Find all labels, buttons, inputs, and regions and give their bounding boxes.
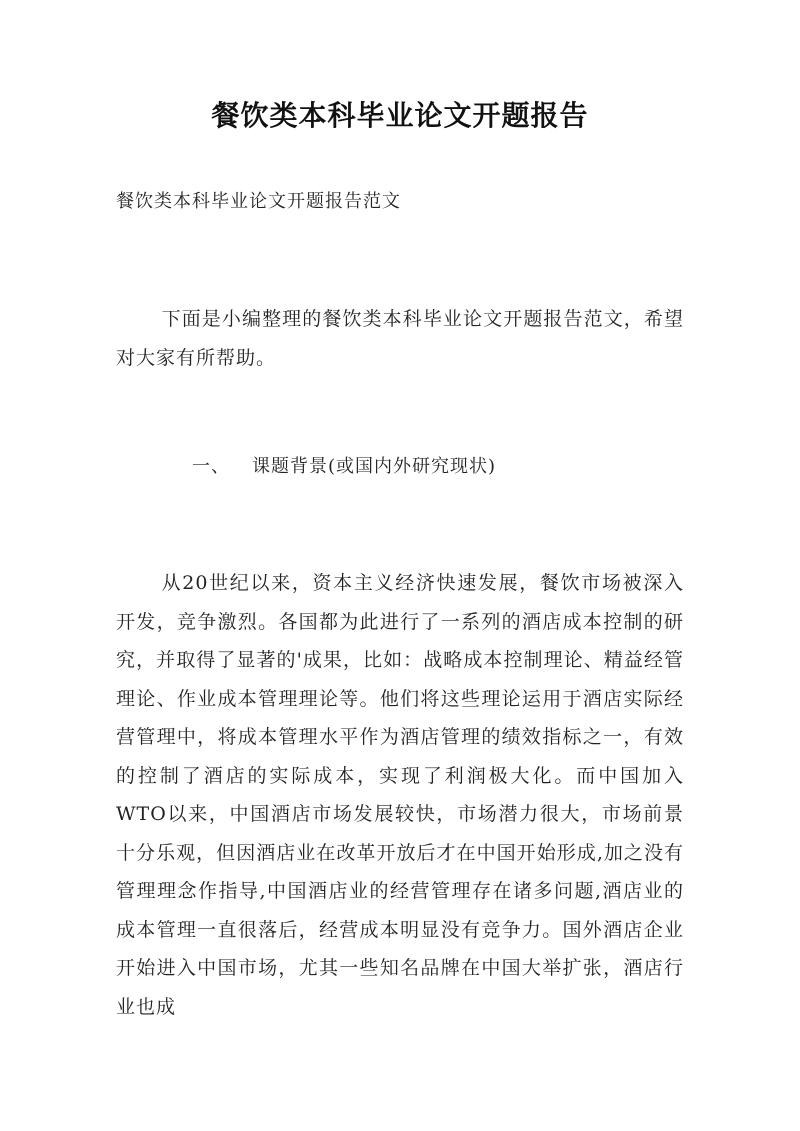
- document-title: 餐饮类本科毕业论文开题报告: [211, 99, 589, 132]
- body-paragraph: 从20世纪以来，资本主义经济快速发展，餐饮市场被深入开发，竞争激烈。各国都为此进行了一系列的酒店成本控制的研究，并取得了显著的'成果，比如：战略成本控制理论、精益经管理论、作业成本管理理论等。他们将这些理论运用于酒店实际经营管理中，将成本管理水平作为酒店管理的绩效指标之一，有效的控制了酒店的实际成本，实现了利润极大化。而中国加入WTO以来，中国酒店市场发展较快，市场潜力很大，市场前景十分乐观，但因酒店业在改革开放后才在中国开始形成,加之没有管理理念作指导,中国酒店业的经营管理存在诸多问题,酒店业的成本管理一直很落后，经营成本明显没有竞争力。国外酒店企业开始进入中国市场，尤其一些知名品牌在中国大举扩张，酒店行业也成: [116, 572, 684, 1018]
- intro-paragraph: 下面是小编整理的餐饮类本科毕业论文开题报告范文，希望对大家有所帮助。: [116, 308, 684, 369]
- section-heading: [192, 452, 496, 482]
- document-subtitle: 餐饮类本科毕业论文开题报告范文: [116, 191, 401, 212]
- section-number: 一、: [192, 456, 230, 477]
- section-heading-text: 课题背景(或国内外研究现状): [252, 456, 497, 477]
